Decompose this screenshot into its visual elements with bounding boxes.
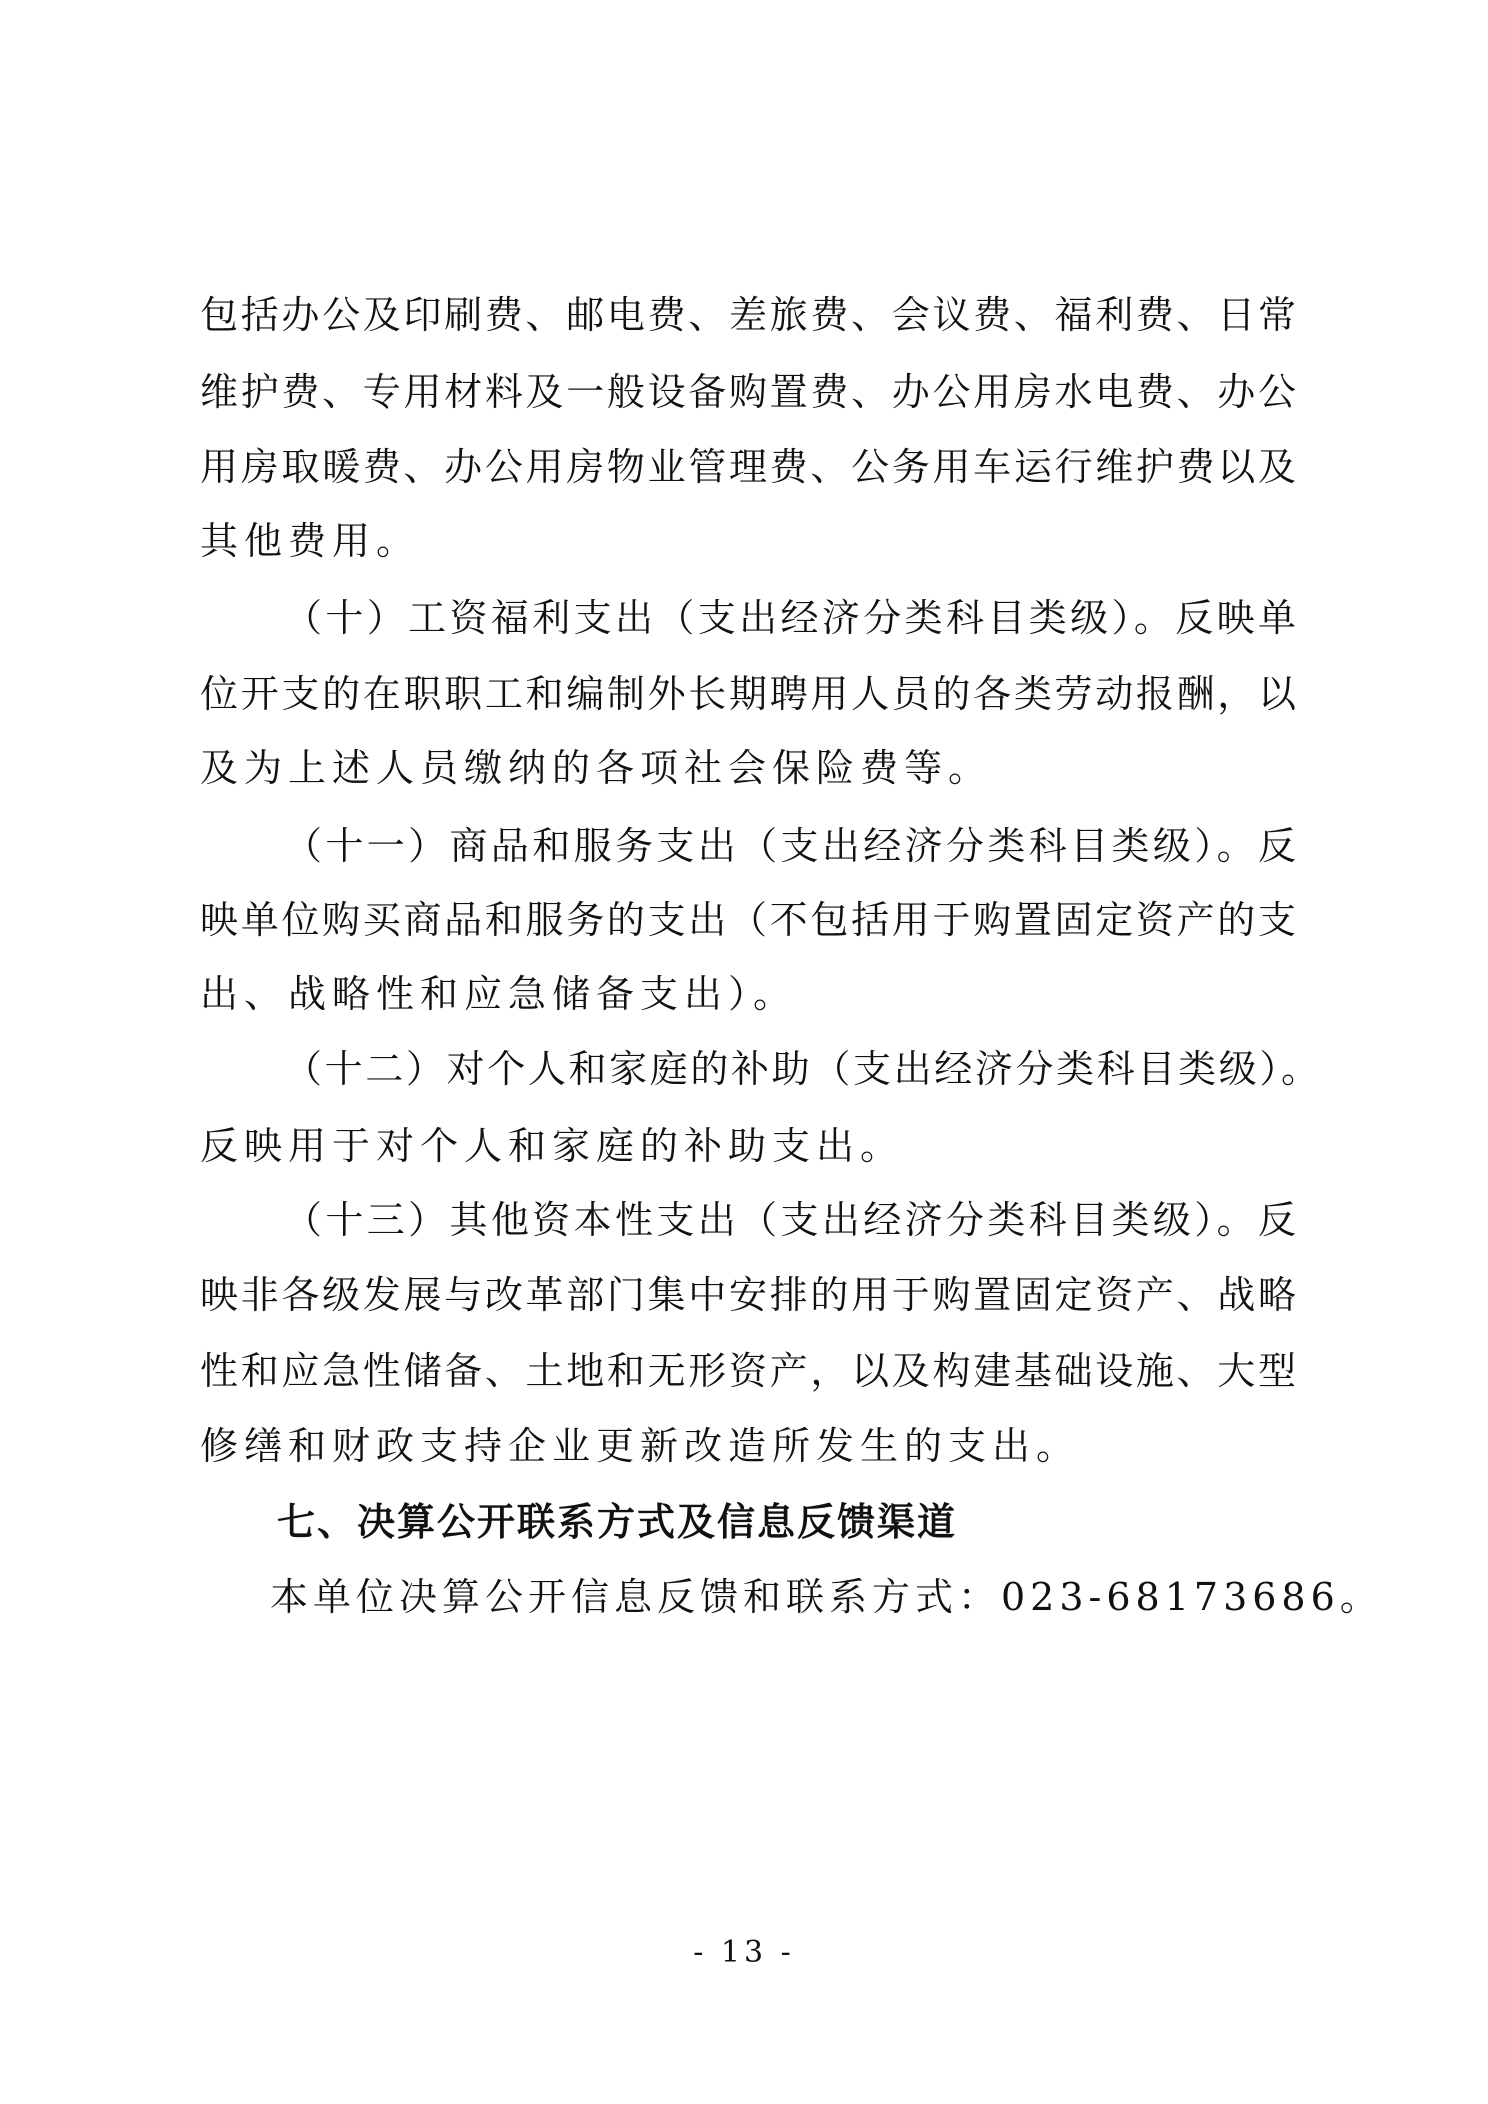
section-item-heading: （十三）其他资本性支出（支出经济分类科目类级）。反 bbox=[284, 1198, 1296, 1242]
paragraph-line: 映非各级发展与改革部门集中安排的用于购置固定资产、战略 bbox=[200, 1273, 1296, 1317]
section-item-heading: （十一）商品和服务支出（支出经济分类科目类级）。反 bbox=[284, 824, 1296, 868]
page-number: - 13 - bbox=[693, 1935, 795, 1970]
paragraph-line: 维护费、专用材料及一般设备购置费、办公用房水电费、办公 bbox=[200, 370, 1296, 414]
contact-line: 本单位决算公开信息反馈和联系方式：023-68173686。 bbox=[270, 1575, 1383, 1619]
paragraph-line: 及为上述人员缴纳的各项社会保险费等。 bbox=[200, 746, 993, 790]
paragraph-line: 其他费用。 bbox=[200, 519, 421, 563]
paragraph-line: 修缮和财政支持企业更新改造所发生的支出。 bbox=[200, 1424, 1081, 1468]
paragraph-line: 性和应急性储备、土地和无形资产，以及构建基础设施、大型 bbox=[200, 1349, 1296, 1393]
paragraph-line: 位开支的在职职工和编制外长期聘用人员的各类劳动报酬，以 bbox=[200, 672, 1296, 716]
paragraph-line: 反映用于对个人和家庭的补助支出。 bbox=[200, 1124, 905, 1168]
section-item-heading: （十二）对个人和家庭的补助（支出经济分类科目类级）。 bbox=[284, 1047, 1319, 1091]
paragraph-line: 包括办公及印刷费、邮电费、差旅费、会议费、福利费、日常 bbox=[200, 293, 1296, 337]
section-item-heading: （十）工资福利支出（支出经济分类科目类级）。反映单 bbox=[284, 596, 1296, 640]
paragraph-line: 映单位购买商品和服务的支出（不包括用于购置固定资产的支 bbox=[200, 898, 1296, 942]
paragraph-line: 出、战略性和应急储备支出）。 bbox=[200, 972, 798, 1016]
paragraph-line: 用房取暖费、办公用房物业管理费、公务用车运行维护费以及 bbox=[200, 445, 1296, 489]
section-heading: 七、决算公开联系方式及信息反馈渠道 bbox=[277, 1500, 958, 1544]
